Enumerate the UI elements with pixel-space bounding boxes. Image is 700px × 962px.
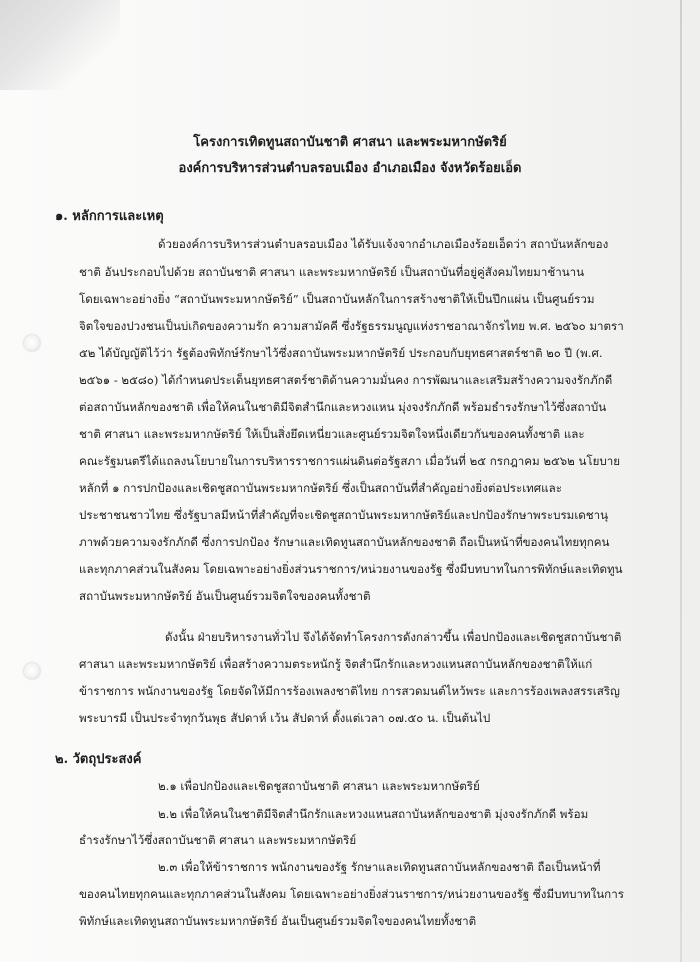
text-line: และทุกภาคส่วนในสังคม โดยเฉพาะอย่างยิ่งส่วนราชการ/หน่วยงานของรัฐ ซึ่งมีบทบาทในการพิทักษ์และเทิดทูน [79, 562, 623, 576]
document-title: โครงการเทิดทูนสถาบันชาติ ศาสนา และพระมหากษัตริย์ [193, 135, 507, 150]
text-line: จิตใจของปวงชนเป็นบ่เกิดของความรัก ความสามัคคี ซึ่งรัฐธรรมนูญแห่งราชอาณาจักรไทย พ.ศ. ๒๕๖๐ มาตรา [79, 319, 624, 333]
punch-hole [24, 335, 40, 351]
text-line: พิทักษ์และเทิดทูนสถาบันพระมหากษัตริย์ อันเป็นศูนย์รวมจิตใจของคนไทยทั้งชาติ [79, 914, 477, 928]
text-line: ๕๒ ได้บัญญัติไว้ว่า รัฐต้องพิทักษ์รักษาไว้ซึ่งสถาบันพระมหากษัตริย์ ประกอบกับยุทธศาสตร์ชาติ ๒๐ ปี (พ.ศ. [79, 346, 603, 360]
document-subtitle: องค์การบริหารส่วนตำบลรอบเมือง อำเภอเมือง จังหวัดร้อยเอ็ด [178, 161, 522, 176]
text-line: ภาพด้วยความจงรักภักดี ซึ่งการปกป้อง รักษาและเทิดทูนสถาบันหลักของชาติ ถือเป็นหน้าที่ของคนไทยทุกคน [79, 535, 610, 549]
text-line: คณะรัฐมนตรีได้แถลงนโยบายในการบริหารราชการแผ่นดินต่อรัฐสภา เมื่อวันที่ ๒๕ กรกฎาคม ๒๕๖๒ นโยบาย [79, 454, 621, 468]
text-line: โดยเฉพาะอย่างยิ่ง “สถาบันพระมหากษัตริย์” เป็นสถาบันหลักในการสร้างชาติให้เป็นปึกแผ่น เป็นศูนย์รวม [79, 292, 595, 306]
text-line: ข้าราชการ พนักงานของรัฐ โดยจัดให้มีการร้องเพลงชาติไทย การสวดมนต์ไหว้พระ และการร้องเพลงสรรเสริญ [79, 684, 620, 698]
text-line: ศาสนา และพระมหากษัตริย์ เพื่อสร้างความตระหนักรู้ จิตสำนึกรักและหวงแหนสถาบันหลักของชาติให้แก่ [79, 657, 593, 671]
text-line: พระบารมี เป็นประจำทุกวันพุธ สัปดาห์ เว้น สัปดาห์ ตั้งแต่เวลา ๐๗.๕๐ น. เป็นต้นไป [79, 711, 491, 725]
text-line: ธำรงรักษาไว้ซึ่งสถาบันชาติ ศาสนา และพระมหากษัตริย์ [79, 833, 357, 847]
text-line: ของคนไทยทุกคนและทุกภาคส่วนในสังคม โดยเฉพาะอย่างยิ่งส่วนราชการ/หน่วยงานของรัฐ ซึ่งมีบทบาทในการ [79, 887, 624, 901]
text-line: ประชาชนชาวไทย ซึ่งรัฐบาลมีหน้าที่สำคัญที่จะเชิดชูสถาบันพระมหากษัตริย์และปกป้องรักษาพระบรมเดชานุ [79, 508, 609, 522]
page-fold-corner [0, 0, 120, 90]
section-heading: ๒. วัตถุประสงค์ [55, 752, 142, 767]
list-item: ๒.๒ เพื่อให้คนในชาติมีจิตสำนึกรักและหวงแหนสถาบันหลักของชาติ มุ่งจงรักภักดี พร้อม [158, 807, 589, 821]
text-line: ชาติ ศาสนา และพระมหากษัตริย์ ให้เป็นสิ่งยึดเหนี่ยวและศูนย์รวมจิตใจหนึ่งเดียวกันของคนทั้งชาติ และ [79, 427, 585, 441]
list-item: ๒.๑ เพื่อปกป้องและเชิดชูสถาบันชาติ ศาสนา และพระมหากษัตริย์ [158, 779, 480, 793]
section-heading: ๑. หลักการและเหตุ [55, 209, 164, 224]
text-line: ต่อสถาบันหลักของชาติ เพื่อให้คนในชาติมีจิตสำนึกและหวงแหน มุ่งจงรักภักดี พร้อมธำรงรักษาไว้ซึ่งสถาบัน [79, 400, 607, 414]
punch-hole [24, 663, 40, 679]
text-line: ๒๕๖๑ - ๒๕๘๐) ได้กำหนดประเด็นยุทธศาสตร์ชาติด้านความมั่นคง การพัฒนาและเสริมสร้างความจงรักภักดี [79, 373, 613, 387]
text-line: หลักที่ ๑ การปกป้องและเชิดชูสถาบันพระมหากษัตริย์ ซึ่งเป็นสถาบันที่สำคัญอย่างยิ่งต่อประเทศและ [79, 481, 562, 495]
text-line: ชาติ อันประกอบไปด้วย สถาบันชาติ ศาสนา และพระมหากษัตริย์ เป็นสถาบันที่อยู่คู่สังคมไทยมาช้านาน [79, 265, 585, 279]
text-line: สถาบันพระมหากษัตริย์ อันเป็นศูนย์รวมจิตใจของคนทั้งชาติ [79, 589, 371, 603]
text-line: ด้วยองค์การบริหารส่วนตำบลรอบเมือง ได้รับแจ้งจากอำเภอเมืองร้อยเอ็ดว่า สถาบันหลักของ [158, 237, 609, 251]
list-item: ๒.๓ เพื่อให้ข้าราชการ พนักงานของรัฐ รักษาและเทิดทูนสถาบันหลักของชาติ ถือเป็นหน้าที่ [158, 860, 601, 874]
text-line: ดังนั้น ฝ่ายบริหารงานทั่วไป จึงได้จัดทำโครงการดังกล่าวขึ้น เพื่อปกป้องและเชิดชูสถาบันชาติ [165, 630, 622, 644]
